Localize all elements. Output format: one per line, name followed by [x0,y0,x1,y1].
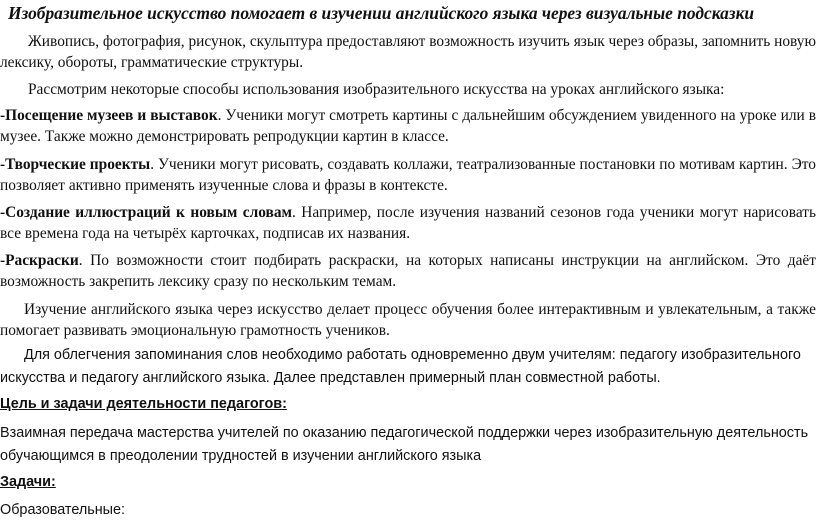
method-text: . По возможности стоит подбирать раскраски, на которых написаны инструкции на английском. Это даёт возможность закрепить лексику сразу по нескольким темам. [0,252,816,290]
method-term: -Создание иллюстраций к новым словам [0,204,293,221]
methods-intro-paragraph: Рассмотрим некоторые способы использования изобразительного искусства на уроках английского языка: [28,81,725,98]
page-title: Изобразительное искусство помогает в изучении английского языка через визуальные подсказки [8,3,755,23]
conclusion-paragraph: Изучение английского языка через искусство делает процесс обучения более интерактивным и увлекательным, а также помогает развивать эмоциональную грамотность учеников. [0,301,816,339]
collaboration-paragraph: Для облегчения запоминания слов необходимо работать одновременно двум учителям: педагогу изобразительного искусства и педагогу английского языка. Далее представлен примерный план совместной работы. [0,347,801,386]
educational-label: Образовательные: [0,502,126,518]
method-text: . Ученики могут рисовать, создавать коллажи, театрализованные постановки по мотивам картин. Это позволяет активно применять изученные слова и фразы в контексте. [0,156,816,194]
intro-paragraph: Живопись, фотография, рисунок, скульптура предоставляют возможность изучить язык через образы, запомнить новую лексику, обороты, грамматические структуры. [0,33,816,71]
tasks-heading: Задачи: [0,474,56,490]
method-text: . Ученики могут смотреть картины с дальнейшим обсуждением увиденного на уроке или в музее. Также можно демонстрировать репродукции картин в классе. [0,107,816,145]
method-term: -Посещение музеев и выставок [0,107,218,124]
method-term: -Творческие проекты [0,156,151,173]
method-item-projects [0,154,816,196]
goal-paragraph: Взаимная передача мастерства учителей по оказанию педагогической поддержки через изобразительную деятельность обучающимся в преодолении трудностей в изучении английского языка [0,425,809,464]
method-item-coloring [0,250,816,292]
method-text: . Например, после изучения названий сезонов года ученики могут нарисовать все времена года на четырёх карточках, подписав их названия. [0,204,816,242]
method-term: -Раскраски [0,252,79,269]
method-item-illustrations [0,202,816,244]
goal-heading: Цель и задачи деятельности педагогов: [0,396,287,412]
method-item-museums [0,105,816,147]
